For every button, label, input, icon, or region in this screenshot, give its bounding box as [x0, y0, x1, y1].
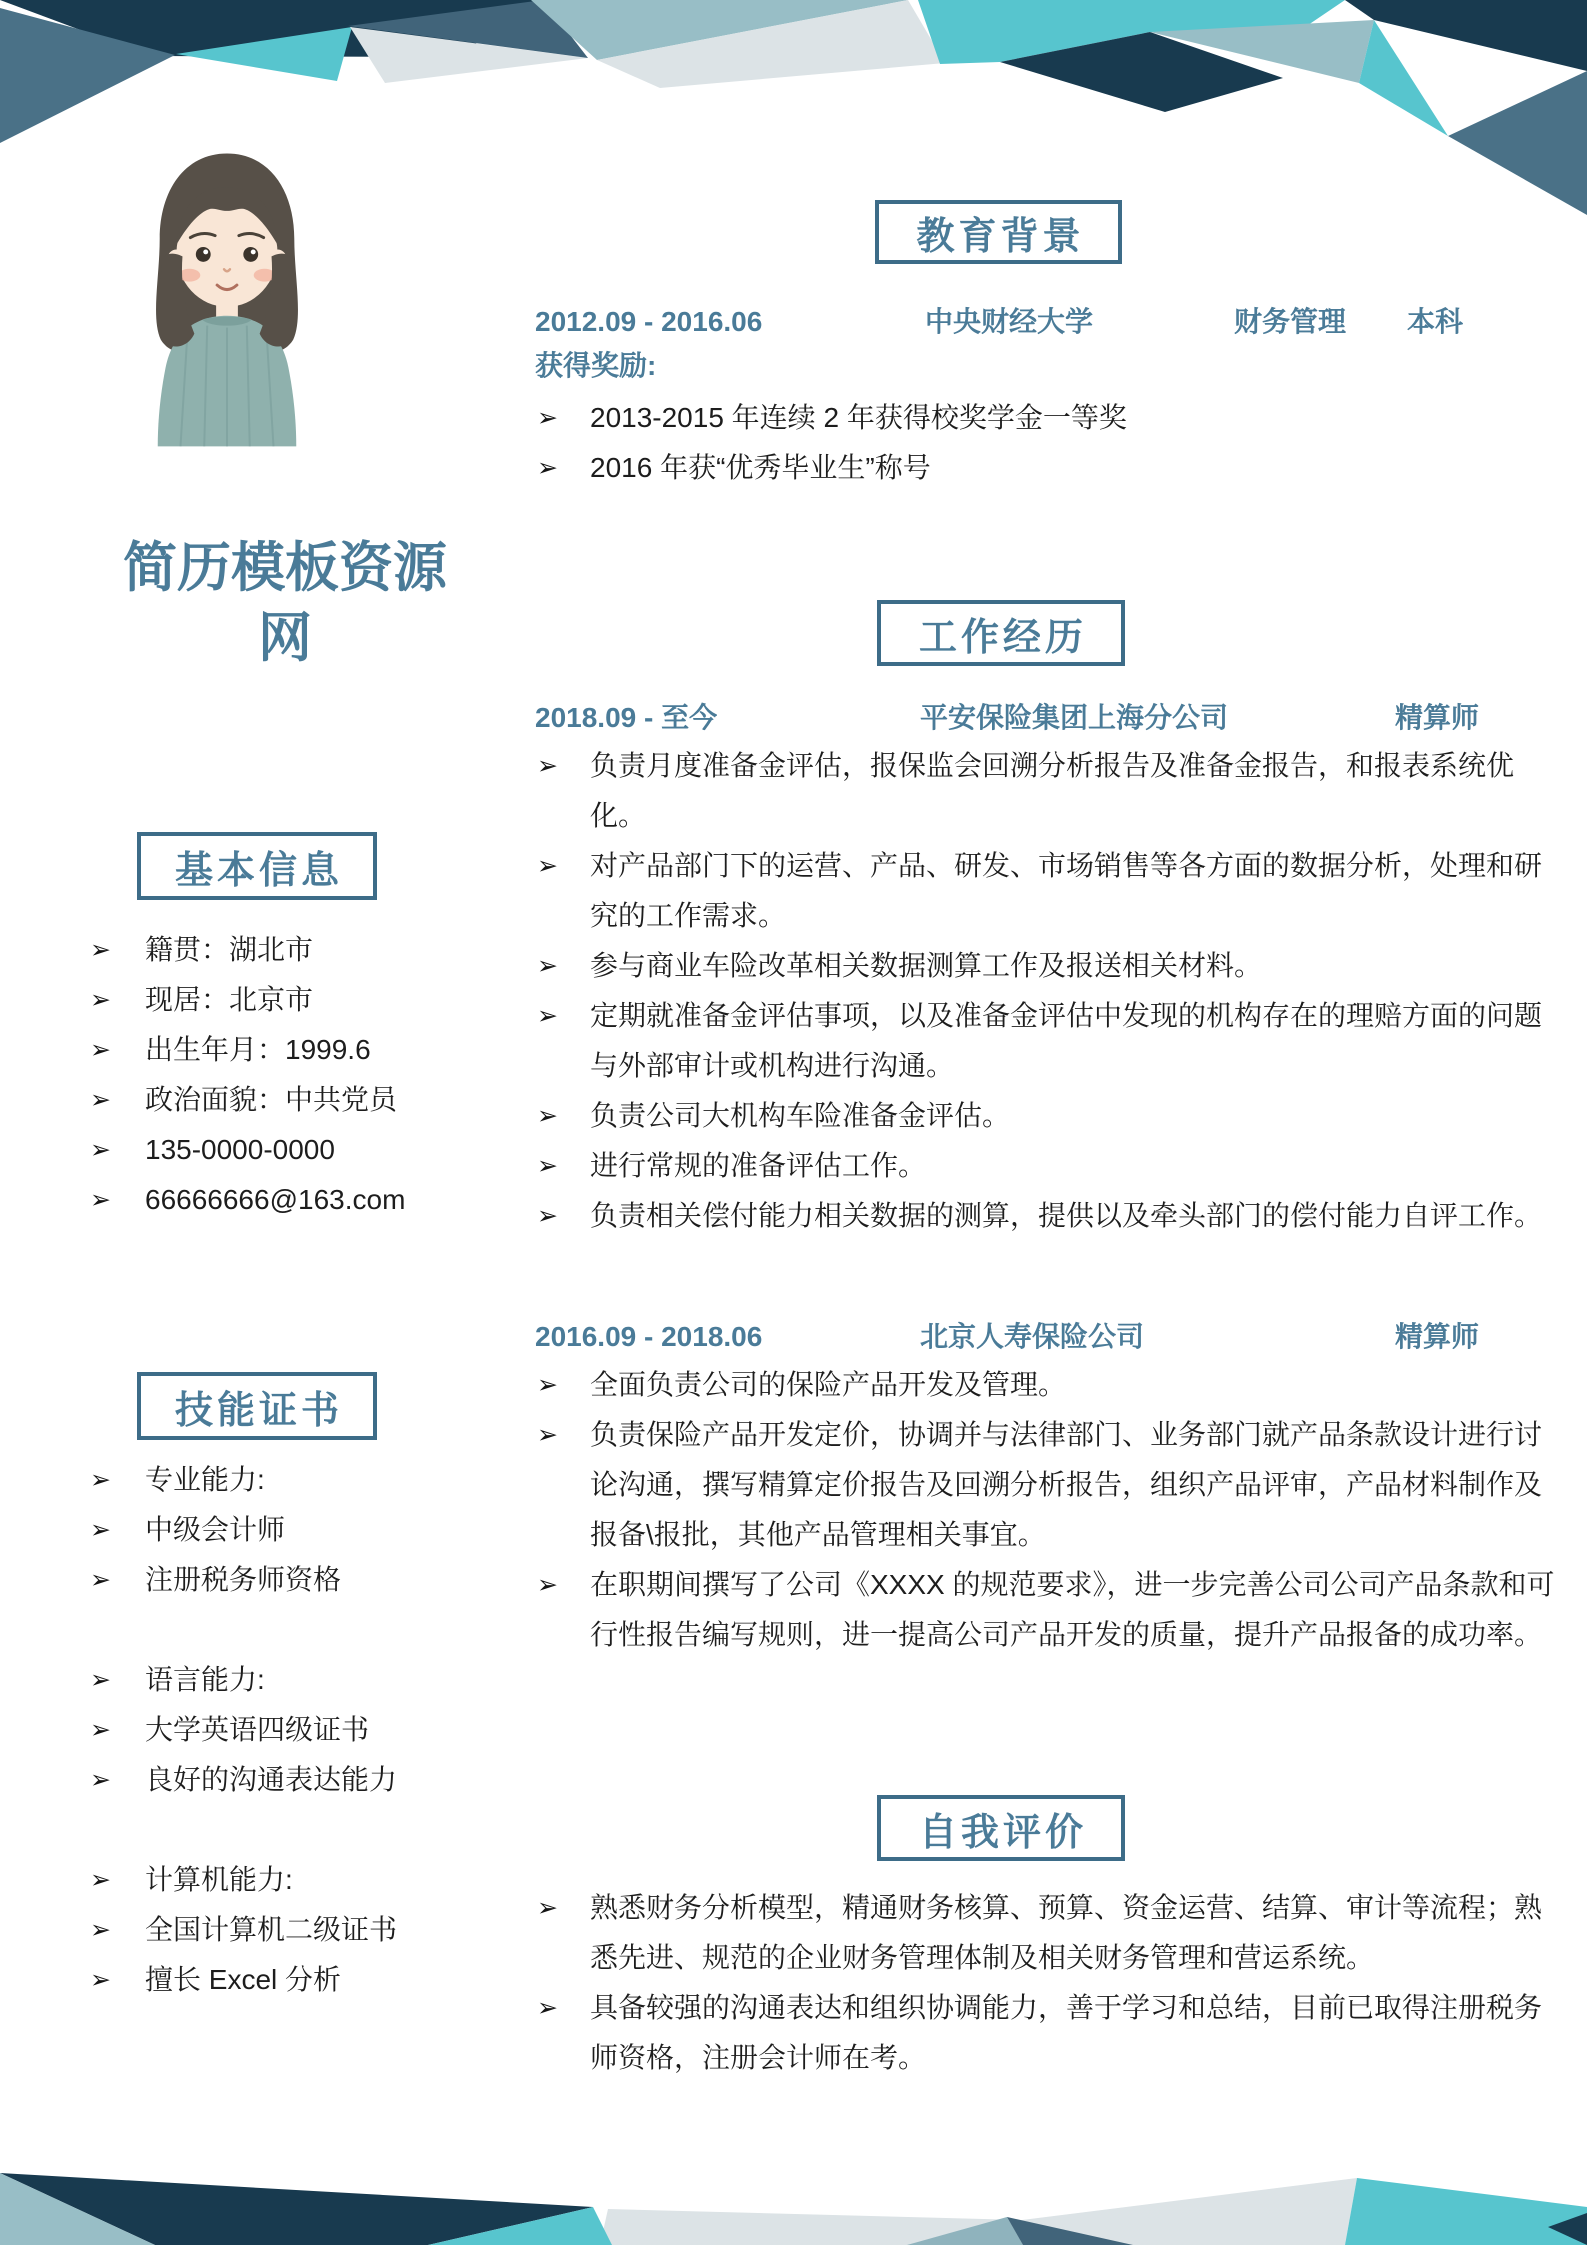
list-item	[88, 1455, 488, 1505]
job-role: 精算师	[1395, 702, 1480, 733]
bullet-arrow-icon: ➢	[537, 1571, 558, 1599]
skills-group-language	[88, 1655, 488, 1805]
job-duties-list	[535, 741, 1567, 1241]
skills-group-professional	[88, 1455, 488, 1605]
basic-info-value: 现居：北京市	[145, 984, 314, 1015]
bullet-arrow-icon: ➢	[537, 1421, 558, 1449]
duty-item: 全面负责公司的保险产品开发及管理。	[590, 1369, 1067, 1400]
award-item: 2013-2015 年连续 2 年获得校奖学金一等奖	[590, 402, 1127, 433]
basic-info-list	[88, 925, 488, 1225]
list-item	[535, 1560, 1567, 1660]
list-item	[535, 1883, 1567, 1983]
job-entry-header	[535, 693, 1567, 743]
duty-item: 负责保险产品开发定价，协调并与法律部门、业务部门就产品条款设计进行讨论沟通，撰写精算定价报告及回溯分析报告，组织产品评审，产品材料制作及报备\报批，其他产品管理相关事宜。	[590, 1419, 1543, 1550]
bullet-arrow-icon: ➢	[537, 1202, 558, 1230]
list-item	[535, 1141, 1567, 1191]
section-header-education	[875, 200, 1122, 264]
job-duties-list	[535, 1360, 1567, 1660]
section-title: 自我评价	[918, 1811, 1087, 1854]
skill-item: 语言能力:	[145, 1664, 265, 1695]
list-item	[535, 941, 1567, 991]
self-eval-list	[535, 1883, 1567, 2083]
duty-item: 负责相关偿付能力相关数据的测算，提供以及牵头部门的偿付能力自评工作。	[590, 1200, 1543, 1231]
section-title: 教育背景	[916, 215, 1085, 258]
list-item	[535, 393, 1567, 443]
job-company: 平安保险集团上海分公司	[920, 702, 1229, 733]
section-title: 工作经历	[918, 616, 1087, 659]
skill-item: 良好的沟通表达能力	[145, 1764, 398, 1795]
list-item	[535, 1191, 1567, 1241]
list-item	[535, 991, 1567, 1091]
list-item	[88, 925, 488, 975]
skill-item: 计算机能力:	[145, 1864, 293, 1895]
basic-info-value: 出生年月：1999.6	[145, 1034, 371, 1065]
skill-item: 全国计算机二级证书	[145, 1914, 398, 1945]
job-period: 2016.09 - 2018.06	[535, 1321, 763, 1352]
bullet-arrow-icon: ➢	[537, 1994, 558, 2022]
avatar	[133, 138, 321, 448]
list-item	[88, 1175, 488, 1225]
bullet-arrow-icon: ➢	[537, 1371, 558, 1399]
bullet-arrow-icon: ➢	[90, 1136, 111, 1164]
list-item	[88, 1755, 488, 1805]
bullet-arrow-icon: ➢	[537, 752, 558, 780]
skills-group-computer	[88, 1855, 488, 2005]
duty-item: 在职期间撰写了公司《XXXX 的规范要求》，进一步完善公司公司产品条款和可行性报告编写规则，进一提高公司产品开发的质量，提升产品报备的成功率。	[590, 1569, 1555, 1650]
list-item	[88, 1705, 488, 1755]
self-eval-item: 具备较强的沟通表达和组织协调能力，善于学习和总结，目前已取得注册税务师资格，注册会计师在考。	[590, 1992, 1543, 2073]
section-header-basic-info	[137, 832, 377, 900]
list-item	[535, 1091, 1567, 1141]
job-role: 精算师	[1395, 1321, 1480, 1352]
basic-info-value: 政治面貌：中共党员	[145, 1084, 398, 1115]
section-title: 基本信息	[174, 849, 343, 892]
education-major: 财务管理	[1234, 306, 1347, 337]
bullet-arrow-icon: ➢	[90, 1086, 111, 1114]
bullet-arrow-icon: ➢	[90, 1516, 111, 1544]
education-degree: 本科	[1407, 306, 1464, 337]
bullet-arrow-icon: ➢	[90, 1716, 111, 1744]
bullet-arrow-icon: ➢	[90, 1666, 111, 1694]
list-item	[88, 1125, 488, 1175]
duty-item: 定期就准备金评估事项，以及准备金评估中发现的机构存在的理赔方面的问题与外部审计或机构进行沟通。	[590, 1000, 1543, 1081]
education-period: 2012.09 - 2016.06	[535, 306, 763, 337]
job-period: 2018.09 - 至今	[535, 702, 718, 733]
bullet-arrow-icon: ➢	[90, 1036, 111, 1064]
self-eval-item: 熟悉财务分析模型，精通财务核算、预算、资金运营、结算、审计等流程；熟悉先进、规范的企业财务管理体制及相关财务管理和营运系统。	[590, 1892, 1543, 1973]
bullet-arrow-icon: ➢	[90, 1186, 111, 1214]
bullet-arrow-icon: ➢	[537, 852, 558, 880]
skill-item: 擅长 Excel 分析	[145, 1964, 342, 1995]
bullet-arrow-icon: ➢	[537, 1152, 558, 1180]
bullet-arrow-icon: ➢	[537, 454, 558, 482]
job-entry-header	[535, 1312, 1567, 1362]
section-header-self-eval	[877, 1795, 1125, 1861]
list-item	[88, 1955, 488, 2005]
job-company: 北京人寿保险公司	[920, 1321, 1145, 1352]
awards-label: 获得奖励:	[535, 350, 657, 381]
section-header-skills	[137, 1372, 377, 1440]
bullet-arrow-icon: ➢	[90, 1466, 111, 1494]
list-item	[88, 1025, 488, 1075]
duty-item: 进行常规的准备评估工作。	[590, 1150, 927, 1181]
list-item	[535, 741, 1567, 841]
page-title: 简历模板资源网	[123, 538, 447, 668]
bullet-arrow-icon: ➢	[90, 1766, 111, 1794]
bullet-arrow-icon: ➢	[537, 404, 558, 432]
bullet-arrow-icon: ➢	[537, 952, 558, 980]
list-item	[535, 1983, 1567, 2083]
phone-number: 135-0000-0000	[145, 1134, 335, 1165]
bullet-arrow-icon: ➢	[90, 936, 111, 964]
list-item	[88, 1555, 488, 1605]
education-school: 中央财经大学	[925, 306, 1094, 337]
bullet-arrow-icon: ➢	[537, 1894, 558, 1922]
duty-item: 参与商业车险改革相关数据测算工作及报送相关材料。	[590, 950, 1263, 981]
list-item	[88, 1505, 488, 1555]
bullet-arrow-icon: ➢	[90, 1966, 111, 1994]
list-item	[535, 443, 1567, 493]
awards-list	[535, 393, 1567, 493]
list-item	[88, 975, 488, 1025]
skill-item: 中级会计师	[145, 1514, 286, 1545]
duty-item: 负责公司大机构车险准备金评估。	[590, 1100, 1011, 1131]
duty-item: 对产品部门下的运营、产品、研发、市场销售等各方面的数据分析，处理和研究的工作需求。	[590, 850, 1543, 931]
skill-item: 大学英语四级证书	[145, 1714, 370, 1745]
section-header-work	[877, 600, 1125, 666]
bullet-arrow-icon: ➢	[90, 1566, 111, 1594]
list-item	[88, 1655, 488, 1705]
list-item	[88, 1905, 488, 1955]
section-title: 技能证书	[174, 1389, 343, 1432]
bullet-arrow-icon: ➢	[90, 1916, 111, 1944]
education-entry	[535, 297, 1567, 347]
bullet-arrow-icon: ➢	[537, 1002, 558, 1030]
award-item: 2016 年获“优秀毕业生”称号	[590, 452, 931, 483]
bottom-decoration	[0, 2065, 1587, 2245]
list-item	[535, 1410, 1567, 1560]
bullet-arrow-icon: ➢	[90, 1866, 111, 1894]
skill-item: 专业能力:	[145, 1464, 265, 1495]
basic-info-value: 籍贯：湖北市	[145, 934, 314, 965]
duty-item: 负责月度准备金评估，报保监会回溯分析报告及准备金报告，和报表系统优化。	[590, 750, 1515, 831]
list-item	[88, 1855, 488, 1905]
list-item	[535, 841, 1567, 941]
list-item	[88, 1075, 488, 1125]
skill-item: 注册税务师资格	[145, 1564, 342, 1595]
list-item	[535, 1360, 1567, 1410]
email-address: 66666666@163.com	[145, 1184, 406, 1215]
bullet-arrow-icon: ➢	[537, 1102, 558, 1130]
bullet-arrow-icon: ➢	[90, 986, 111, 1014]
